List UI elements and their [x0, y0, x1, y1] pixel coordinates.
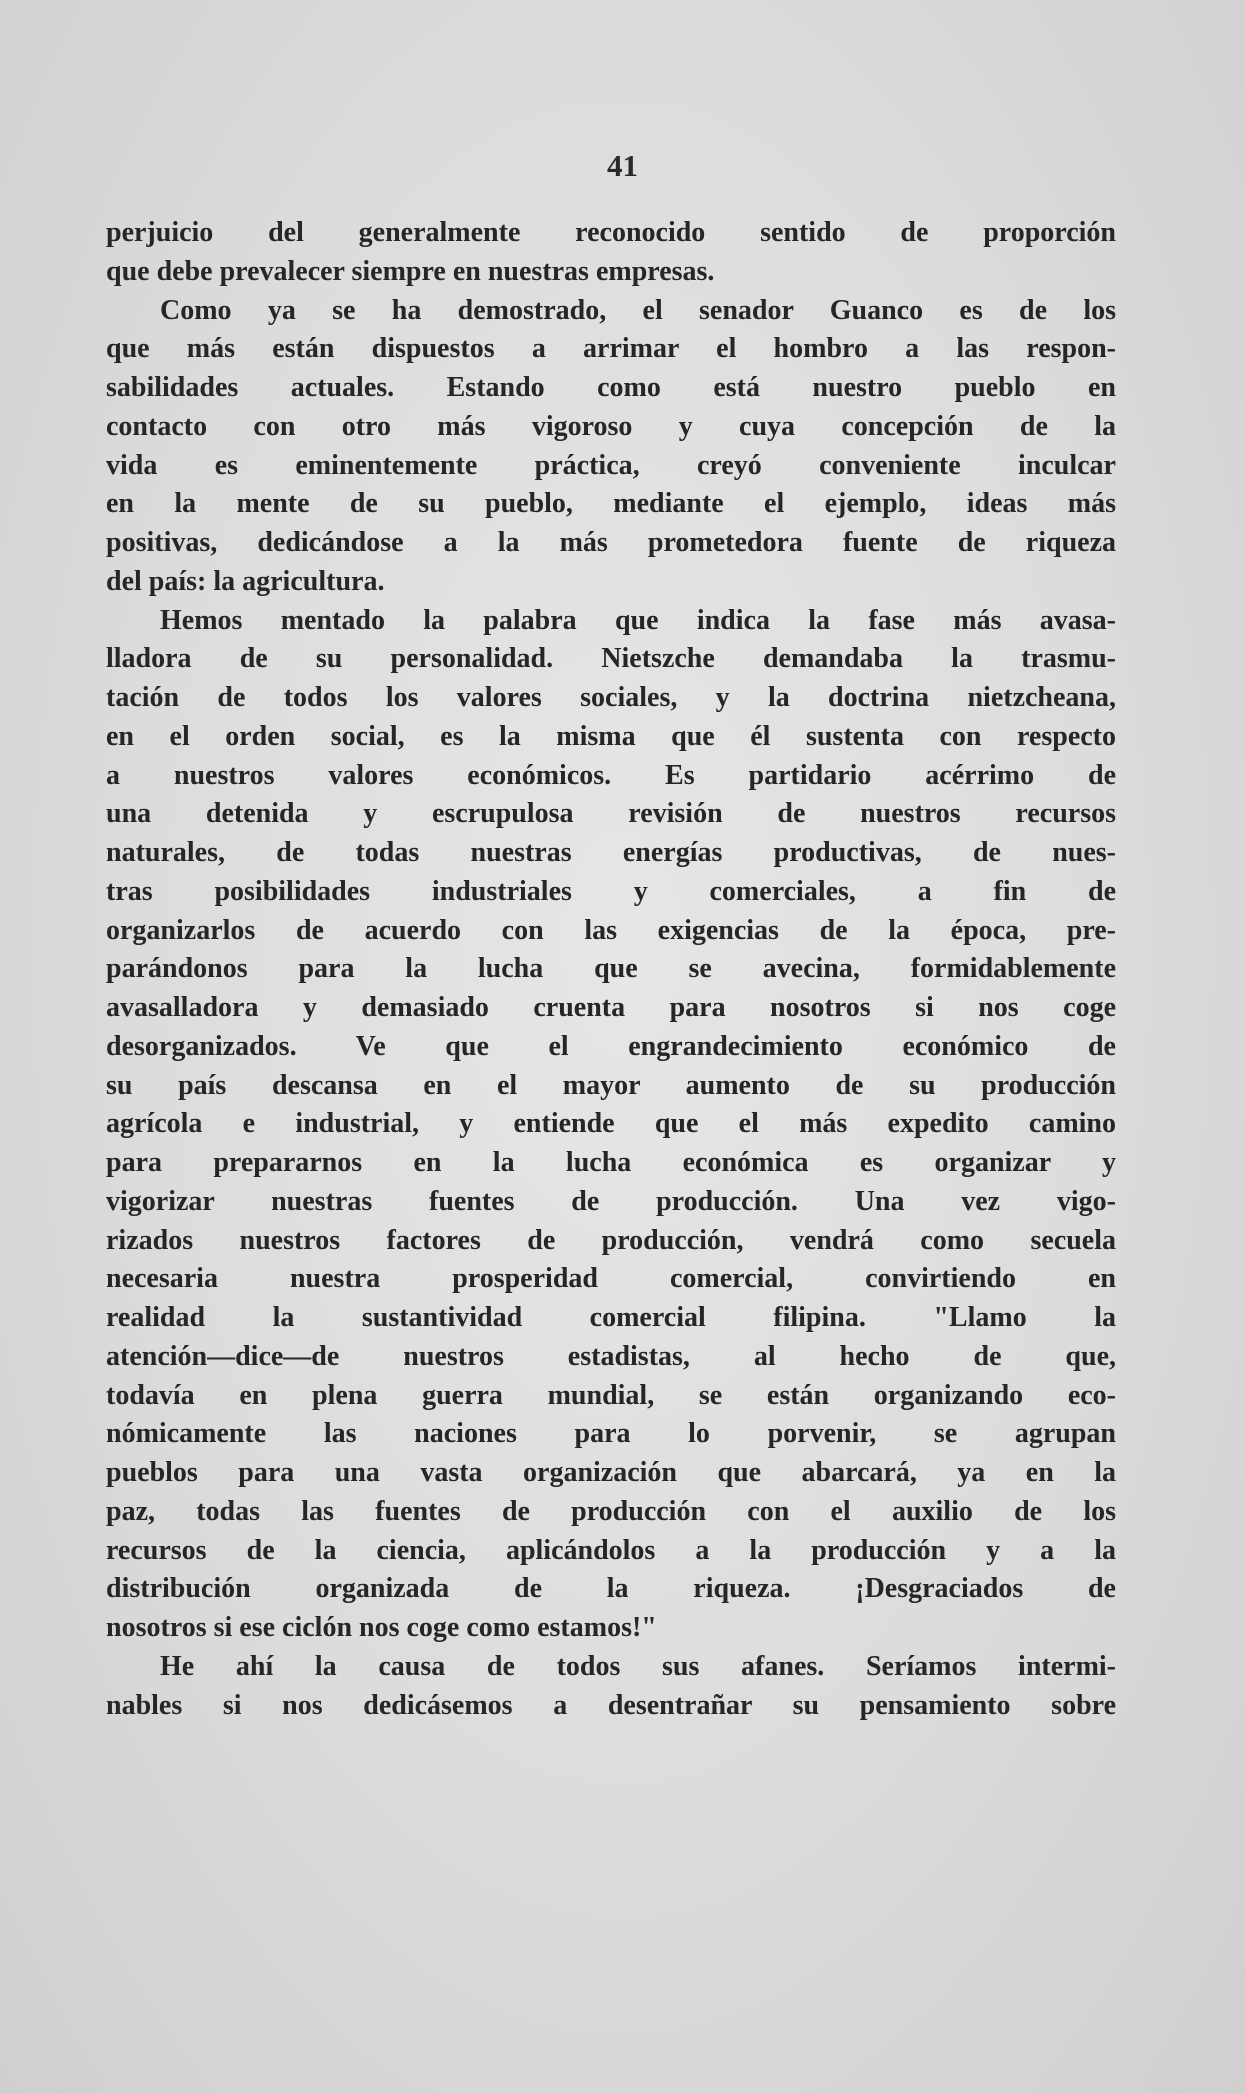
text-line: avasalladora y demasiado cruenta para nosotros si nos coge	[106, 992, 1116, 1023]
text-line: atención—dice—de nuestros estadistas, al hecho de que,	[106, 1340, 1116, 1372]
text-line: a nuestros valores económicos. Es partidario acérrimo de	[106, 759, 1116, 791]
text-line: agrícola e industrial, y entiende que el más expedito camino	[106, 1108, 1116, 1140]
text-line: Hemos mentado la palabra que indica la fase más avasa-	[160, 604, 1116, 636]
text-line: que más están dispuestos a arrimar el hombro a las respon-	[106, 333, 1116, 365]
text-line: naturales, de todas nuestras energías productivas, de nues-	[106, 837, 1116, 868]
text-line: contacto con otro más vigoroso y cuya concepción de la	[106, 410, 1116, 442]
text-line: en el orden social, es la misma que él sustenta con respecto	[106, 720, 1116, 752]
text-line: distribución organizada de la riqueza. ¡Desgraciados de	[106, 1573, 1116, 1605]
text-line: positivas, dedicándose a la más prometedora fuente de riqueza	[106, 527, 1116, 558]
body-text	[106, 214, 1116, 1725]
text-line: recursos de la ciencia, aplicándolos a la producción y a la	[106, 1534, 1116, 1566]
text-line: realidad la sustantividad comercial filipina. "Llamo la	[106, 1302, 1116, 1333]
text-line: en la mente de su pueblo, mediante el ejemplo, ideas más	[106, 488, 1116, 520]
text-line: tras posibilidades industriales y comerciales, a fin de	[106, 875, 1116, 907]
text-line: He ahí la causa de todos sus afanes. Seríamos intermi-	[160, 1650, 1116, 1682]
text-line: tación de todos los valores sociales, y la doctrina nietzcheana,	[106, 682, 1116, 713]
text-line: rizados nuestros factores de producción, vendrá como secuela	[106, 1224, 1116, 1256]
text-line: Como ya se ha demostrado, el senador Guanco es de los	[160, 294, 1116, 326]
text-line: organizarlos de acuerdo con las exigencias de la época, pre-	[106, 914, 1116, 946]
text-line: parándonos para la lucha que se avecina, formidablemente	[106, 953, 1116, 985]
text-line: todavía en plena guerra mundial, se están organizando eco-	[106, 1379, 1116, 1411]
text-line: paz, todas las fuentes de producción con el auxilio de los	[106, 1495, 1116, 1527]
text-line: pueblos para una vasta organización que abarcará, ya en la	[106, 1457, 1116, 1488]
text-line: vida es eminentemente práctica, creyó conveniente inculcar	[106, 449, 1116, 481]
text-line: que debe prevalecer siempre en nuestras empresas.	[106, 255, 715, 287]
text-line: del país: la agricultura.	[106, 565, 385, 597]
text-line: perjuicio del generalmente reconocido sentido de proporción	[106, 217, 1116, 248]
text-line: sabilidades actuales. Estando como está nuestro pueblo en	[106, 372, 1116, 403]
text-line: nosotros si ese ciclón nos coge como estamos!"	[106, 1612, 657, 1643]
page-number: 41	[607, 148, 638, 183]
text-line: necesaria nuestra prosperidad comercial, convirtiendo en	[106, 1263, 1116, 1295]
text-line: para prepararnos en la lucha económica es organizar y	[106, 1147, 1116, 1178]
text-line: nómicamente las naciones para lo porvenir, se agrupan	[106, 1418, 1116, 1450]
text-line: su país descansa en el mayor aumento de su producción	[106, 1069, 1116, 1101]
text-line: desorganizados. Ve que el engrandecimiento económico de	[106, 1030, 1116, 1062]
text-line: una detenida y escrupulosa revisión de nuestros recursos	[106, 798, 1116, 830]
text-line: vigorizar nuestras fuentes de producción. Una vez vigo-	[106, 1185, 1116, 1217]
text-line: lladora de su personalidad. Nietszche demandaba la trasmu-	[106, 643, 1116, 675]
text-line: nables si nos dedicásemos a desentrañar su pensamiento sobre	[106, 1689, 1116, 1721]
